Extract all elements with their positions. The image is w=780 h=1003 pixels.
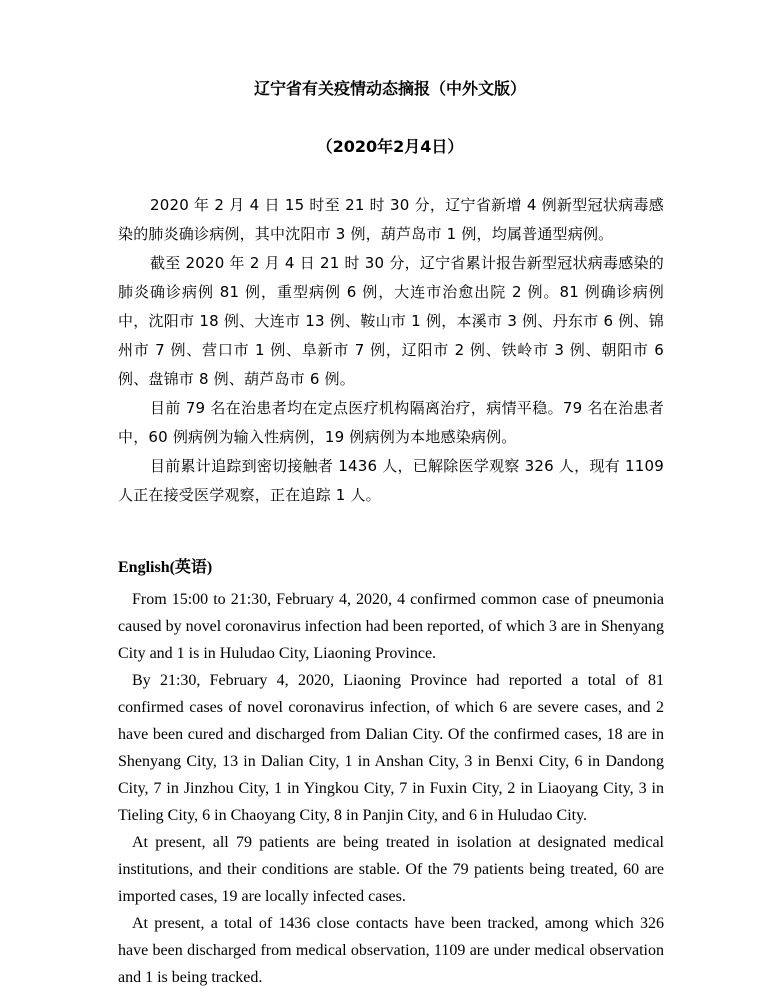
english-section (118, 586, 664, 991)
chinese-paragraph: 截至 2020 年 2 月 4 日 21 时 30 分，辽宁省累计报告新型冠状病毒感染的肺炎确诊病例 81 例，重型病例 6 例，大连市治愈出院 2 例。81 例确诊病例中，沈阳市 18 例、大连市 13 例、鞍山市 1 例，本溪市 3 例、丹东市 6 例、锦州市 7 例、营口市 1 例、阜新市 7 例，辽阳市 2 例、铁岭市 3 例、朝阳市 6 例、盘锦市 8 例、葫芦岛市 6 例。 (118, 254, 664, 388)
chinese-paragraph: 目前累计追踪到密切接触者 1436 人，已解除医学观察 326 人，现有 1109 人正在接受医学观察，正在追踪 1 人。 (118, 457, 664, 504)
chinese-paragraph: 目前 79 名在治患者均在定点医疗机构隔离治疗，病情平稳。79 名在治患者中，60 例病例为输入性病例，19 例病例为本地感染病例。 (118, 399, 664, 446)
english-paragraph: From 15:00 to 21:30, February 4, 2020, 4 confirmed common case of pneumonia caused by novel coronavirus infection had been reported, of which 3 are in Shenyang City and 1 is in Huludao City, Liaoning Province. (118, 591, 664, 662)
document-title: 辽宁省有关疫情动态摘报（中外文版） (253, 79, 526, 98)
document-date: （2020年2月4日） (316, 137, 464, 156)
english-paragraph: At present, all 79 patients are being treated in isolation at designated medical institutions, and their conditions are stable. Of the 79 patients being treated, 60 are imported cases, 19 are locally infected cases. (118, 834, 664, 905)
chinese-paragraph: 2020 年 2 月 4 日 15 时至 21 时 30 分，辽宁省新增 4 例新型冠状病毒感染的肺炎确诊病例，其中沈阳市 3 例，葫芦岛市 1 例，均属普通型病例。 (118, 196, 664, 243)
chinese-section (118, 191, 664, 510)
english-heading: English(英语) (118, 559, 213, 576)
english-paragraph: By 21:30, February 4, 2020, Liaoning Province had reported a total of 81 confirmed cases of novel coronavirus infection, of which 6 are severe cases, and 2 have been cured and discharged from Dalian City. Of the confirmed cases, 18 are in Shenyang City, 13 in Dalian City, 1 in Anshan City, 3 in Benxi City, 6 in Dandong City, 7 in Jinzhou City, 1 in Yingkou City, 7 in Fuxin City, 2 in Liaoyang City, 3 in Tieling City, 6 in Chaoyang City, 8 in Panjin City, and 6 in Huludao City. (118, 672, 664, 824)
english-paragraph: At present, a total of 1436 close contacts have been tracked, among which 326 have been discharged from medical observation, 1109 are under medical observation and 1 is being tracked. (118, 915, 664, 986)
